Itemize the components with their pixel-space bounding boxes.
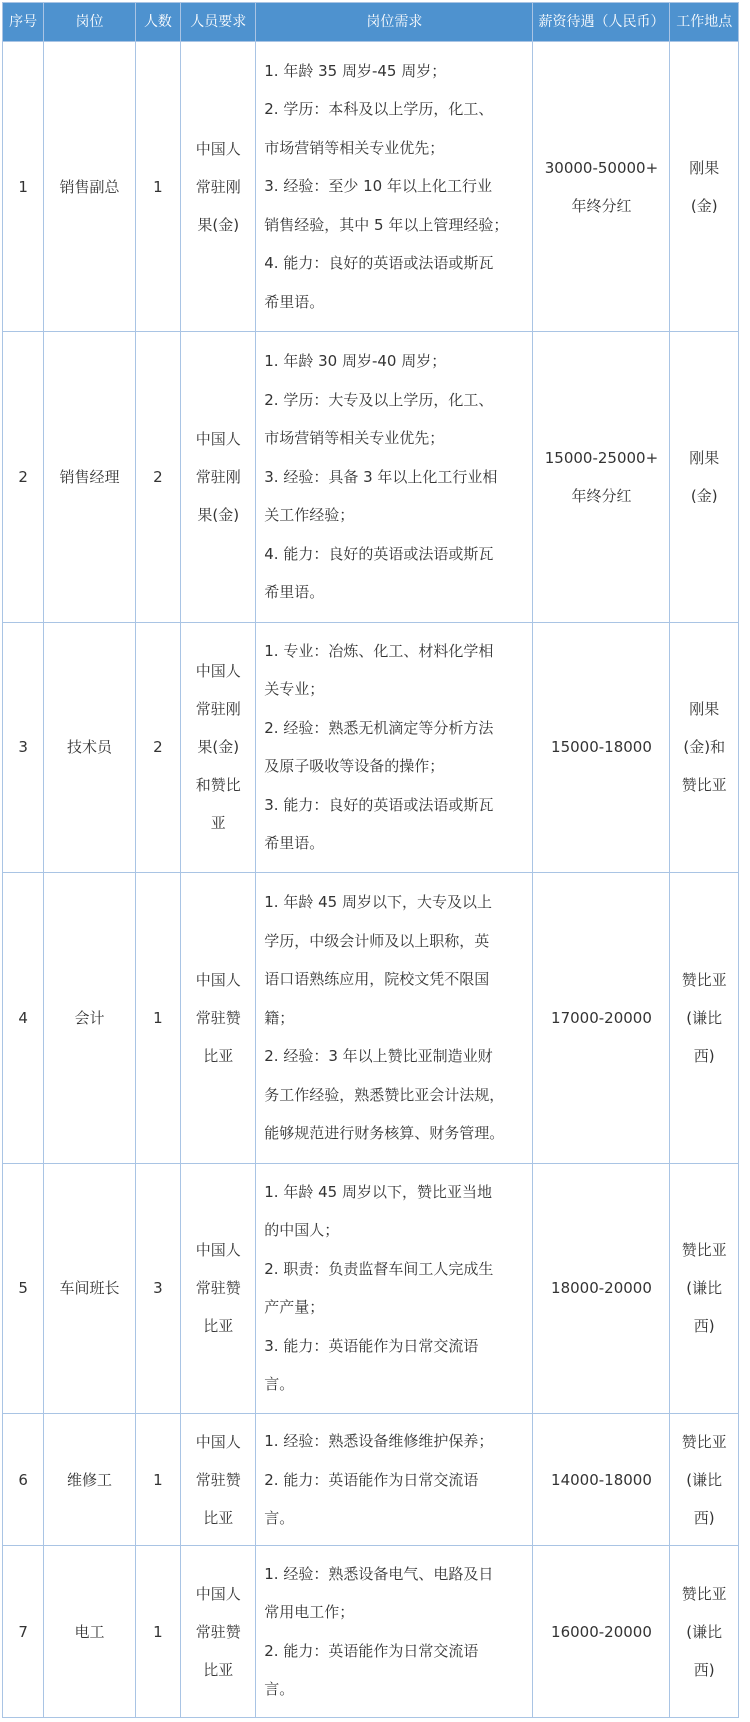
requirements-line: 关工作经验； xyxy=(264,506,355,525)
job-listing-table xyxy=(2,2,739,1718)
table-row xyxy=(3,1163,739,1414)
personnel-line: 中国人 xyxy=(195,662,241,681)
personnel-line: 常驻赞 xyxy=(195,1279,241,1298)
requirements-line: 1. 年龄 30 周岁-40 周岁； xyxy=(264,352,447,371)
header-count: 人数 xyxy=(135,3,181,42)
location-line: 赞比亚 xyxy=(681,776,727,795)
header-requirements: 岗位需求 xyxy=(256,3,533,42)
requirements-line: 2. 学历：本科及以上学历，化工、 xyxy=(264,100,494,119)
requirements-line: 1. 经验：熟悉设备维修维护保养； xyxy=(264,1432,494,1451)
cell-seq: 6 xyxy=(3,1414,44,1546)
header-position: 岗位 xyxy=(44,3,135,42)
table-row xyxy=(3,42,739,332)
requirements-line: 务工作经验，熟悉赞比亚会计法规， xyxy=(264,1085,505,1104)
requirements-line: 希里语。 xyxy=(264,583,325,602)
salary-line: 14000-18000 xyxy=(551,1470,652,1489)
salary-line: 年终分红 xyxy=(571,196,632,215)
cell-position: 销售副总 xyxy=(44,42,135,332)
location-line: (金)和 xyxy=(683,738,726,757)
location-line: 刚果 xyxy=(689,700,720,719)
requirements-line: 1. 年龄 45 周岁以下，赞比亚当地 xyxy=(264,1182,492,1201)
cell-location xyxy=(670,622,739,873)
requirements-line: 1. 经验：熟悉设备电气、电路及日 xyxy=(264,1564,494,1583)
cell-location xyxy=(670,332,739,622)
requirements-line: 3. 经验：至少 10 年以上化工行业 xyxy=(264,177,492,196)
cell-location xyxy=(670,42,739,332)
requirements-line: 常用电工作； xyxy=(264,1603,355,1622)
location-line: 赞比亚 xyxy=(681,1584,727,1603)
cell-position: 电工 xyxy=(44,1546,135,1718)
personnel-line: 比亚 xyxy=(203,1317,234,1336)
personnel-line: 比亚 xyxy=(203,1508,234,1527)
table-body xyxy=(3,42,739,1718)
cell-requirements xyxy=(256,1414,533,1546)
salary-line: 30000-50000+ xyxy=(544,158,659,177)
cell-location xyxy=(670,1414,739,1546)
cell-location xyxy=(670,1163,739,1414)
requirements-line: 1. 年龄 45 周岁以下，大专及以上 xyxy=(264,893,492,912)
cell-count: 1 xyxy=(135,42,181,332)
location-line: 刚果 xyxy=(689,158,720,177)
table-header xyxy=(3,3,739,42)
header-location: 工作地点 xyxy=(670,3,739,42)
requirements-line: 及原子吸收等设备的操作； xyxy=(264,757,445,776)
cell-personnel xyxy=(181,1546,256,1718)
personnel-line: 果(金) xyxy=(197,215,240,234)
personnel-line: 常驻赞 xyxy=(195,1008,241,1027)
location-line: (金) xyxy=(690,196,718,215)
personnel-line: 果(金) xyxy=(197,505,240,524)
cell-seq: 2 xyxy=(3,332,44,622)
cell-requirements xyxy=(256,332,533,622)
cell-personnel xyxy=(181,622,256,873)
personnel-line: 亚 xyxy=(210,814,226,833)
header-personnel: 人员要求 xyxy=(181,3,256,42)
personnel-line: 中国人 xyxy=(195,1584,241,1603)
cell-salary xyxy=(533,873,670,1163)
cell-personnel xyxy=(181,42,256,332)
requirements-line: 市场营销等相关专业优先； xyxy=(264,429,445,448)
requirements-line: 2. 能力：英语能作为日常交流语 xyxy=(264,1470,479,1489)
cell-salary xyxy=(533,1414,670,1546)
cell-count: 2 xyxy=(135,622,181,873)
requirements-line: 语口语熟练应用，院校文凭不限国 xyxy=(264,970,490,989)
requirements-line: 2. 职责：负责监督车间工人完成生 xyxy=(264,1259,494,1278)
cell-position: 车间班长 xyxy=(44,1163,135,1414)
salary-line: 18000-20000 xyxy=(551,1279,652,1298)
personnel-line: 比亚 xyxy=(203,1046,234,1065)
location-line: (谦比 xyxy=(686,1470,723,1489)
salary-line: 15000-25000+ xyxy=(544,448,659,467)
cell-position: 技术员 xyxy=(44,622,135,873)
location-line: (谦比 xyxy=(686,1008,723,1027)
personnel-line: 常驻刚 xyxy=(195,467,241,486)
header-seq: 序号 xyxy=(3,3,44,42)
location-line: 西) xyxy=(693,1508,715,1527)
table-row xyxy=(3,1546,739,1718)
cell-requirements xyxy=(256,622,533,873)
personnel-line: 和赞比 xyxy=(195,776,241,795)
cell-requirements xyxy=(256,873,533,1163)
table-row xyxy=(3,622,739,873)
header-salary: 薪资待遇（人民币） xyxy=(533,3,670,42)
personnel-line: 中国人 xyxy=(195,139,241,158)
cell-personnel xyxy=(181,1163,256,1414)
location-line: 西) xyxy=(693,1046,715,1065)
cell-location xyxy=(670,873,739,1163)
requirements-line: 2. 学历：大专及以上学历，化工、 xyxy=(264,390,494,409)
cell-seq: 1 xyxy=(3,42,44,332)
personnel-line: 常驻刚 xyxy=(195,177,241,196)
requirements-line: 1. 专业：冶炼、化工、材料化学相 xyxy=(264,641,494,660)
cell-position: 维修工 xyxy=(44,1414,135,1546)
requirements-line: 销售经验，其中 5 年以上管理经验； xyxy=(264,215,509,234)
personnel-line: 果(金) xyxy=(197,738,240,757)
requirements-line: 4. 能力：良好的英语或法语或斯瓦 xyxy=(264,544,494,563)
personnel-line: 中国人 xyxy=(195,1241,241,1260)
requirements-line: 希里语。 xyxy=(264,292,325,311)
location-line: 赞比亚 xyxy=(681,1432,727,1451)
personnel-line: 中国人 xyxy=(195,429,241,448)
cell-position: 会计 xyxy=(44,873,135,1163)
requirements-line: 希里语。 xyxy=(264,834,325,853)
requirements-line: 3. 能力：良好的英语或法语或斯瓦 xyxy=(264,795,494,814)
location-line: 西) xyxy=(693,1660,715,1679)
salary-line: 17000-20000 xyxy=(551,1008,652,1027)
cell-seq: 3 xyxy=(3,622,44,873)
cell-count: 1 xyxy=(135,1546,181,1718)
requirements-line: 2. 经验：3 年以上赞比亚制造业财 xyxy=(264,1047,493,1066)
cell-count: 1 xyxy=(135,873,181,1163)
salary-line: 年终分红 xyxy=(571,486,632,505)
requirements-line: 1. 年龄 35 周岁-45 周岁； xyxy=(264,61,447,80)
table-row xyxy=(3,873,739,1163)
cell-count: 1 xyxy=(135,1414,181,1546)
requirements-line: 学历，中级会计师及以上职称，英 xyxy=(264,931,490,950)
requirements-line: 籍； xyxy=(264,1008,295,1027)
requirements-line: 言。 xyxy=(264,1509,295,1528)
cell-seq: 7 xyxy=(3,1546,44,1718)
location-line: (金) xyxy=(690,486,718,505)
requirements-line: 市场营销等相关专业优先； xyxy=(264,138,445,157)
table-row xyxy=(3,1414,739,1546)
requirements-line: 3. 能力：英语能作为日常交流语 xyxy=(264,1336,479,1355)
cell-salary xyxy=(533,1546,670,1718)
personnel-line: 中国人 xyxy=(195,1432,241,1451)
table-row xyxy=(3,332,739,622)
cell-personnel xyxy=(181,873,256,1163)
cell-position: 销售经理 xyxy=(44,332,135,622)
cell-personnel xyxy=(181,1414,256,1546)
location-line: 赞比亚 xyxy=(681,1241,727,1260)
requirements-line: 关专业； xyxy=(264,680,325,699)
requirements-line: 2. 经验：熟悉无机滴定等分析方法 xyxy=(264,718,494,737)
cell-salary xyxy=(533,622,670,873)
cell-requirements xyxy=(256,1163,533,1414)
requirements-line: 3. 经验：具备 3 年以上化工行业相 xyxy=(264,467,498,486)
personnel-line: 常驻刚 xyxy=(195,700,241,719)
location-line: 西) xyxy=(693,1317,715,1336)
location-line: 刚果 xyxy=(689,448,720,467)
cell-personnel xyxy=(181,332,256,622)
cell-salary xyxy=(533,42,670,332)
cell-seq: 4 xyxy=(3,873,44,1163)
location-line: (谦比 xyxy=(686,1279,723,1298)
requirements-line: 4. 能力：良好的英语或法语或斯瓦 xyxy=(264,254,494,273)
cell-requirements xyxy=(256,1546,533,1718)
cell-seq: 5 xyxy=(3,1163,44,1414)
salary-line: 16000-20000 xyxy=(551,1622,652,1641)
requirements-line: 的中国人； xyxy=(264,1221,340,1240)
requirements-line: 言。 xyxy=(264,1680,295,1699)
requirements-line: 产产量； xyxy=(264,1298,325,1317)
cell-location xyxy=(670,1546,739,1718)
cell-count: 3 xyxy=(135,1163,181,1414)
personnel-line: 中国人 xyxy=(195,970,241,989)
cell-count: 2 xyxy=(135,332,181,622)
personnel-line: 常驻赞 xyxy=(195,1470,241,1489)
personnel-line: 比亚 xyxy=(203,1660,234,1679)
personnel-line: 常驻赞 xyxy=(195,1622,241,1641)
location-line: (谦比 xyxy=(686,1622,723,1641)
location-line: 赞比亚 xyxy=(681,970,727,989)
cell-salary xyxy=(533,332,670,622)
requirements-line: 言。 xyxy=(264,1375,295,1394)
salary-line: 15000-18000 xyxy=(551,738,652,757)
cell-salary xyxy=(533,1163,670,1414)
requirements-line: 2. 能力：英语能作为日常交流语 xyxy=(264,1641,479,1660)
cell-requirements xyxy=(256,42,533,332)
requirements-line: 能够规范进行财务核算、财务管理。 xyxy=(264,1124,505,1143)
